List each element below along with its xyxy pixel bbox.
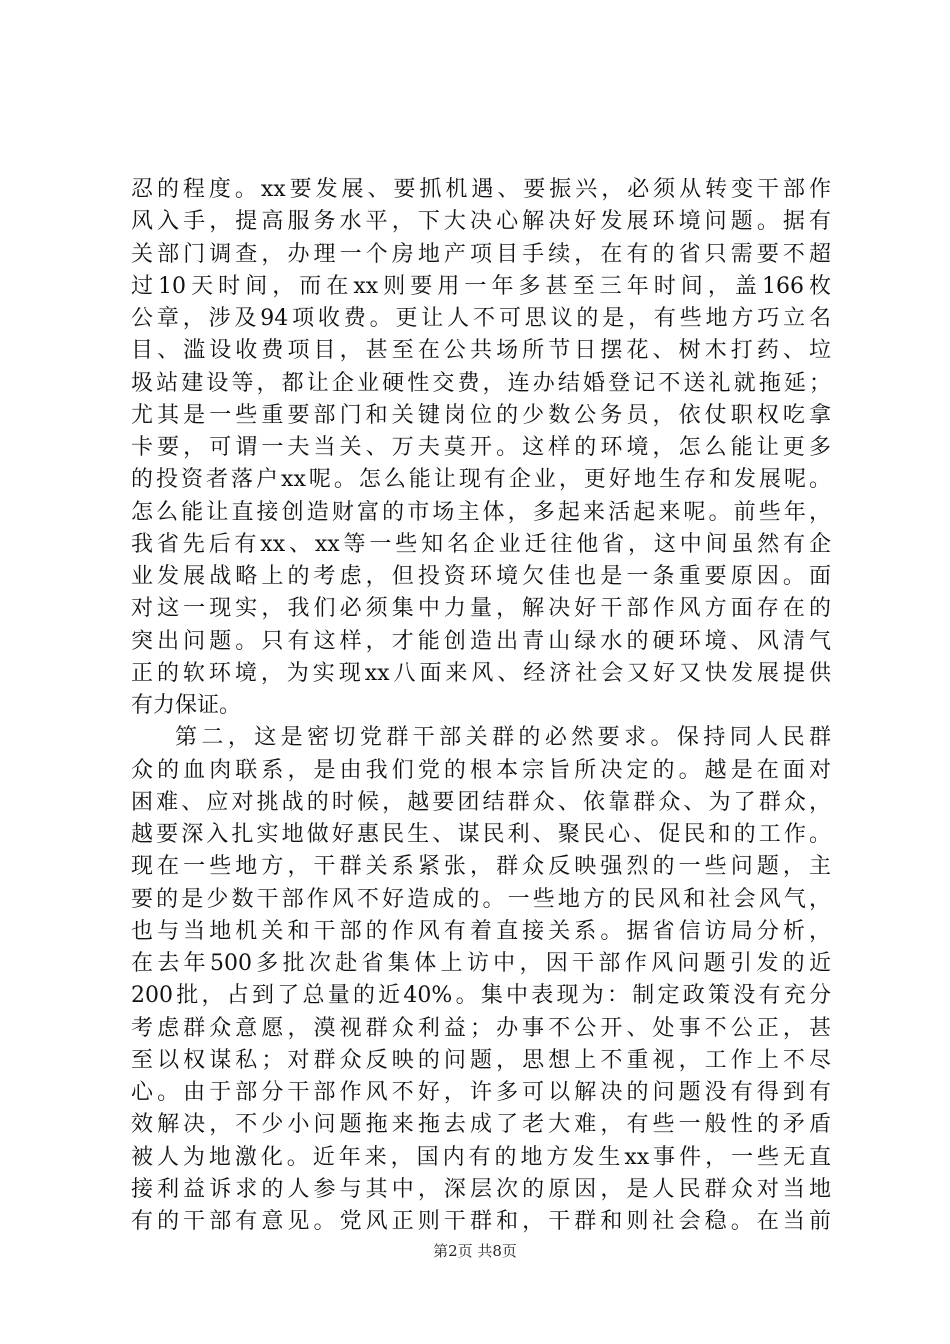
text-line: 过10天时间，而在xx则要用一年多甚至三年时间，盖166枚 — [131, 273, 831, 299]
text-line: 怎么能让直接创造财富的市场主体，多起来活起来呢。前些年， — [131, 499, 831, 525]
page-footer — [0, 1240, 950, 1261]
text-line: 在去年500多批次赴省集体上访中，因干部作风问题引发的近 — [131, 951, 831, 976]
text-line: 也与当地机关和干部的作风有着直接关系。据省信访局分析， — [131, 918, 831, 944]
text-line: 对这一现实，我们必须集中力量，解决好干部作风方面存在的 — [131, 596, 831, 622]
text-line: 要的是少数干部作风不好造成的。一些地方的民风和社会风气， — [131, 886, 831, 912]
text-line: 有的干部有意见。党风正则干群和，干群和则社会稳。在当前 — [131, 1209, 831, 1234]
text-line: 风入手，提高服务水平，下大决心解决好发展环境问题。据有 — [131, 209, 831, 235]
text-line: 忍的程度。xx要发展、要抓机遇、要振兴，必须从转变干部作 — [131, 177, 831, 202]
text-line: 考虑群众意愿，漠视群众利益；办事不公开、处事不公正，甚 — [131, 1015, 831, 1041]
text-line: 困难、应对挑战的时候，越要团结群众、依靠群众、为了群众， — [131, 789, 831, 815]
text-line: 200批，占到了总量的近40%。集中表现为：制定政策没有充分 — [131, 983, 831, 1009]
document-body — [131, 174, 831, 1238]
text-line: 越要深入扎实地做好惠民生、谋民利、聚民心、促民和的工作。 — [131, 822, 831, 847]
text-line: 业发展战略上的考虑，但投资环境欠佳也是一条重要原因。面 — [131, 564, 831, 589]
text-line: 心。由于部分干部作风不好，许多可以解决的问题没有得到有 — [131, 1080, 831, 1105]
text-line: 公章，涉及94项收费。更让人不可思议的是，有些地方巧立名 — [131, 306, 831, 331]
paragraph-start-line: 第二，这是密切党群干部关群的必然要求。保持同人民群 — [175, 725, 831, 751]
text-line: 有力保证。 — [131, 693, 242, 718]
text-line: 效解决，不少小问题拖来拖去成了老大难，有些一般性的矛盾 — [131, 1112, 831, 1138]
text-line: 现在一些地方，干群关系紧张，群众反映强烈的一些问题，主 — [131, 854, 831, 880]
text-line: 至以权谋私；对群众反映的问题，思想上不重视，工作上不尽 — [131, 1047, 831, 1073]
text-line: 正的软环境，为实现xx八面来风、经济社会又好又快发展提供 — [131, 660, 831, 686]
text-line: 关部门调查，办理一个房地产项目手续，在有的省只需要不超 — [131, 241, 831, 267]
text-line: 接利益诉求的人参与其中，深层次的原因，是人民群众对当地 — [131, 1176, 831, 1202]
text-line: 尤其是一些重要部门和关键岗位的少数公务员，依仗职权吃拿 — [131, 402, 831, 428]
text-line: 的投资者落户xx呢。怎么能让现有企业，更好地生存和发展呢。 — [131, 467, 831, 493]
text-line: 我省先后有xx、xx等一些知名企业迁往他省，这中间虽然有企 — [131, 531, 831, 557]
page-number-label: 第2页 共8页 — [433, 1242, 517, 1260]
text-line: 突出问题。只有这样，才能创造出青山绿水的硬环境、风清气 — [131, 628, 831, 654]
text-line: 目、滥设收费项目，甚至在公共场所节日摆花、树木打药、垃 — [131, 338, 831, 364]
text-line: 众的血肉联系，是由我们党的根本宗旨所决定的。越是在面对 — [131, 757, 831, 783]
text-line: 圾站建设等，都让企业硬性交费，连办结婚登记不送礼就拖延； — [131, 370, 831, 396]
text-line: 卡要，可谓一夫当关、万夫莫开。这样的环境，怎么能让更多 — [131, 435, 831, 460]
text-line: 被人为地激化。近年来，国内有的地方发生xx事件，一些无直 — [131, 1144, 831, 1170]
